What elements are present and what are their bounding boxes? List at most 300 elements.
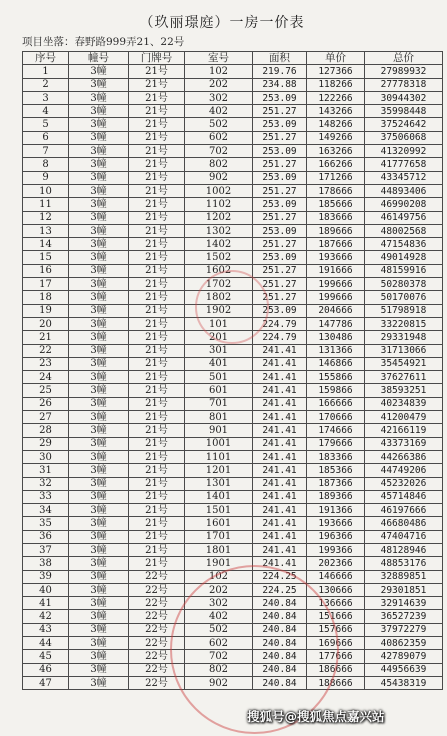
cell-door: 21号 <box>129 278 185 291</box>
cell-unit: 143266 <box>307 105 365 118</box>
cell-door: 22号 <box>129 676 185 689</box>
cell-total: 48128946 <box>365 543 443 556</box>
cell-unit: 188666 <box>307 676 365 689</box>
cell-total: 33220815 <box>365 317 443 330</box>
cell-door: 22号 <box>129 597 185 610</box>
cell-door: 21号 <box>129 158 185 171</box>
cell-room: 1402 <box>185 238 253 251</box>
cell-door: 21号 <box>129 145 185 158</box>
cell-area: 241.41 <box>253 450 307 463</box>
cell-total: 47154836 <box>365 238 443 251</box>
cell-room: 702 <box>185 145 253 158</box>
cell-door: 21号 <box>129 530 185 543</box>
cell-door: 21号 <box>129 78 185 91</box>
cell-total: 40234839 <box>365 397 443 410</box>
cell-unit: 159866 <box>307 384 365 397</box>
cell-door: 21号 <box>129 251 185 264</box>
table-row <box>23 583 443 596</box>
cell-unit: 166666 <box>307 397 365 410</box>
cell-total: 31713066 <box>365 344 443 357</box>
cell-room: 501 <box>185 371 253 384</box>
cell-room: 802 <box>185 158 253 171</box>
cell-room: 702 <box>185 650 253 663</box>
cell-seq: 2 <box>23 78 69 91</box>
cell-seq: 47 <box>23 676 69 689</box>
cell-seq: 34 <box>23 504 69 517</box>
cell-total: 41200479 <box>365 411 443 424</box>
cell-seq: 33 <box>23 490 69 503</box>
cell-area: 224.79 <box>253 331 307 344</box>
table-row <box>23 477 443 490</box>
cell-area: 251.27 <box>253 278 307 291</box>
table-row <box>23 371 443 384</box>
cell-seq: 38 <box>23 557 69 570</box>
cell-building: 3幢 <box>69 105 129 118</box>
cell-room: 1401 <box>185 490 253 503</box>
cell-total: 27778318 <box>365 78 443 91</box>
cell-unit: 191666 <box>307 264 365 277</box>
cell-seq: 8 <box>23 158 69 171</box>
cell-room: 302 <box>185 91 253 104</box>
cell-room: 201 <box>185 331 253 344</box>
cell-door: 22号 <box>129 623 185 636</box>
cell-room: 502 <box>185 623 253 636</box>
table-row <box>23 650 443 663</box>
cell-total: 41320992 <box>365 145 443 158</box>
cell-seq: 6 <box>23 131 69 144</box>
cell-unit: 174666 <box>307 424 365 437</box>
cell-door: 22号 <box>129 637 185 650</box>
cell-unit: 131366 <box>307 344 365 357</box>
cell-area: 241.41 <box>253 357 307 370</box>
cell-area: 253.09 <box>253 251 307 264</box>
table-row <box>23 504 443 517</box>
cell-building: 3幢 <box>69 477 129 490</box>
cell-door: 21号 <box>129 331 185 344</box>
cell-room: 1202 <box>185 211 253 224</box>
header-building: 幢号 <box>69 52 129 65</box>
table-row <box>23 570 443 583</box>
cell-total: 36527239 <box>365 610 443 623</box>
cell-building: 3幢 <box>69 437 129 450</box>
cell-room: 601 <box>185 384 253 397</box>
table-row <box>23 171 443 184</box>
table-row <box>23 623 443 636</box>
cell-door: 21号 <box>129 131 185 144</box>
cell-area: 241.41 <box>253 530 307 543</box>
cell-unit: 187666 <box>307 238 365 251</box>
table-row <box>23 424 443 437</box>
cell-seq: 4 <box>23 105 69 118</box>
cell-area: 224.25 <box>253 570 307 583</box>
cell-room: 202 <box>185 583 253 596</box>
cell-total: 49014928 <box>365 251 443 264</box>
header-seq: 序号 <box>23 52 69 65</box>
cell-total: 47404716 <box>365 530 443 543</box>
table-row <box>23 145 443 158</box>
cell-seq: 41 <box>23 597 69 610</box>
cell-area: 251.27 <box>253 158 307 171</box>
cell-unit: 170666 <box>307 411 365 424</box>
cell-building: 3幢 <box>69 570 129 583</box>
cell-unit: 163266 <box>307 145 365 158</box>
cell-total: 44893406 <box>365 184 443 197</box>
cell-door: 21号 <box>129 264 185 277</box>
table-row <box>23 278 443 291</box>
cell-building: 3幢 <box>69 663 129 676</box>
cell-door: 22号 <box>129 610 185 623</box>
cell-total: 30944302 <box>365 91 443 104</box>
cell-unit: 148266 <box>307 118 365 131</box>
cell-unit: 186666 <box>307 663 365 676</box>
cell-door: 21号 <box>129 424 185 437</box>
cell-room: 1001 <box>185 437 253 450</box>
cell-unit: 127366 <box>307 65 365 78</box>
cell-seq: 21 <box>23 331 69 344</box>
document-title: （玖丽璟庭）一房一价表 <box>139 15 305 31</box>
cell-area: 240.84 <box>253 650 307 663</box>
table-row <box>23 184 443 197</box>
cell-door: 21号 <box>129 317 185 330</box>
cell-seq: 11 <box>23 198 69 211</box>
cell-building: 3幢 <box>69 583 129 596</box>
cell-unit: 171266 <box>307 171 365 184</box>
cell-total: 42789079 <box>365 650 443 663</box>
header-room: 室号 <box>185 52 253 65</box>
cell-total: 45438319 <box>365 676 443 689</box>
cell-area: 253.09 <box>253 118 307 131</box>
table-row <box>23 490 443 503</box>
cell-seq: 14 <box>23 238 69 251</box>
cell-area: 241.41 <box>253 371 307 384</box>
cell-total: 43345712 <box>365 171 443 184</box>
cell-building: 3幢 <box>69 304 129 317</box>
cell-building: 3幢 <box>69 78 129 91</box>
cell-room: 1701 <box>185 530 253 543</box>
cell-building: 3幢 <box>69 450 129 463</box>
cell-seq: 5 <box>23 118 69 131</box>
cell-seq: 20 <box>23 317 69 330</box>
cell-building: 3幢 <box>69 118 129 131</box>
cell-unit: 185666 <box>307 198 365 211</box>
project-location: 项目坐落：春野路999弄21、22号 <box>22 36 185 48</box>
cell-building: 3幢 <box>69 676 129 689</box>
cell-room: 1302 <box>185 224 253 237</box>
cell-total: 50280378 <box>365 278 443 291</box>
cell-building: 3幢 <box>69 211 129 224</box>
cell-area: 253.09 <box>253 304 307 317</box>
table-row <box>23 238 443 251</box>
cell-area: 241.41 <box>253 464 307 477</box>
cell-total: 44749206 <box>365 464 443 477</box>
cell-unit: 169666 <box>307 637 365 650</box>
cell-unit: 199366 <box>307 543 365 556</box>
cell-total: 37506068 <box>365 131 443 144</box>
cell-building: 3幢 <box>69 490 129 503</box>
cell-unit: 193666 <box>307 251 365 264</box>
cell-total: 51798918 <box>365 304 443 317</box>
cell-seq: 46 <box>23 663 69 676</box>
cell-room: 401 <box>185 357 253 370</box>
cell-total: 46197666 <box>365 504 443 517</box>
cell-door: 21号 <box>129 477 185 490</box>
table-row <box>23 517 443 530</box>
cell-seq: 37 <box>23 543 69 556</box>
cell-total: 32889851 <box>365 570 443 583</box>
table-row <box>23 224 443 237</box>
cell-area: 253.09 <box>253 198 307 211</box>
cell-door: 21号 <box>129 517 185 530</box>
cell-building: 3幢 <box>69 424 129 437</box>
cell-building: 3幢 <box>69 131 129 144</box>
cell-total: 45232026 <box>365 477 443 490</box>
table-row <box>23 384 443 397</box>
cell-area: 241.41 <box>253 424 307 437</box>
cell-building: 3幢 <box>69 171 129 184</box>
cell-room: 301 <box>185 344 253 357</box>
cell-room: 1802 <box>185 291 253 304</box>
cell-room: 1602 <box>185 264 253 277</box>
cell-total: 35998448 <box>365 105 443 118</box>
table-row <box>23 344 443 357</box>
cell-building: 3幢 <box>69 543 129 556</box>
cell-seq: 15 <box>23 251 69 264</box>
table-row <box>23 597 443 610</box>
table-row <box>23 331 443 344</box>
cell-door: 21号 <box>129 105 185 118</box>
cell-room: 1002 <box>185 184 253 197</box>
header-total-price: 总价 <box>365 52 443 65</box>
cell-seq: 12 <box>23 211 69 224</box>
cell-seq: 19 <box>23 304 69 317</box>
cell-area: 251.27 <box>253 211 307 224</box>
cell-door: 21号 <box>129 450 185 463</box>
table-row <box>23 304 443 317</box>
table-row <box>23 158 443 171</box>
cell-door: 21号 <box>129 557 185 570</box>
table-row <box>23 78 443 91</box>
cell-building: 3幢 <box>69 264 129 277</box>
cell-area: 219.76 <box>253 65 307 78</box>
cell-room: 102 <box>185 570 253 583</box>
cell-door: 21号 <box>129 411 185 424</box>
cell-building: 3幢 <box>69 610 129 623</box>
cell-seq: 31 <box>23 464 69 477</box>
cell-area: 241.41 <box>253 397 307 410</box>
cell-building: 3幢 <box>69 557 129 570</box>
cell-unit: 130666 <box>307 583 365 596</box>
cell-room: 1101 <box>185 450 253 463</box>
cell-room: 902 <box>185 676 253 689</box>
cell-building: 3幢 <box>69 384 129 397</box>
table-row <box>23 131 443 144</box>
table-row <box>23 464 443 477</box>
cell-area: 224.79 <box>253 317 307 330</box>
cell-total: 50170076 <box>365 291 443 304</box>
cell-unit: 189666 <box>307 224 365 237</box>
cell-total: 42166119 <box>365 424 443 437</box>
cell-room: 1901 <box>185 557 253 570</box>
cell-unit: 146666 <box>307 570 365 583</box>
cell-unit: 179666 <box>307 437 365 450</box>
cell-unit: 155866 <box>307 371 365 384</box>
cell-door: 22号 <box>129 570 185 583</box>
cell-unit: 166266 <box>307 158 365 171</box>
cell-building: 3幢 <box>69 145 129 158</box>
cell-room: 402 <box>185 610 253 623</box>
cell-unit: 185366 <box>307 464 365 477</box>
cell-area: 241.41 <box>253 557 307 570</box>
cell-total: 46680486 <box>365 517 443 530</box>
cell-area: 240.84 <box>253 597 307 610</box>
table-row <box>23 437 443 450</box>
cell-unit: 183366 <box>307 450 365 463</box>
cell-seq: 13 <box>23 224 69 237</box>
cell-seq: 36 <box>23 530 69 543</box>
cell-building: 3幢 <box>69 65 129 78</box>
cell-unit: 122266 <box>307 91 365 104</box>
cell-total: 35454921 <box>365 357 443 370</box>
cell-room: 802 <box>185 663 253 676</box>
cell-door: 21号 <box>129 198 185 211</box>
cell-building: 3幢 <box>69 238 129 251</box>
cell-total: 37972279 <box>365 623 443 636</box>
cell-unit: 136666 <box>307 597 365 610</box>
cell-unit: 130486 <box>307 331 365 344</box>
table-row <box>23 118 443 131</box>
cell-building: 3幢 <box>69 224 129 237</box>
cell-total: 29331948 <box>365 331 443 344</box>
cell-total: 45714846 <box>365 490 443 503</box>
cell-seq: 26 <box>23 397 69 410</box>
cell-door: 21号 <box>129 371 185 384</box>
cell-seq: 28 <box>23 424 69 437</box>
cell-room: 102 <box>185 65 253 78</box>
cell-total: 38593251 <box>365 384 443 397</box>
cell-unit: 146866 <box>307 357 365 370</box>
cell-room: 701 <box>185 397 253 410</box>
cell-area: 241.41 <box>253 411 307 424</box>
cell-area: 251.27 <box>253 184 307 197</box>
cell-area: 240.84 <box>253 623 307 636</box>
cell-total: 41777658 <box>365 158 443 171</box>
cell-building: 3幢 <box>69 278 129 291</box>
cell-building: 3幢 <box>69 637 129 650</box>
cell-building: 3幢 <box>69 251 129 264</box>
cell-area: 224.25 <box>253 583 307 596</box>
cell-area: 241.41 <box>253 517 307 530</box>
cell-room: 1702 <box>185 278 253 291</box>
cell-area: 253.09 <box>253 91 307 104</box>
cell-building: 3幢 <box>69 504 129 517</box>
table-row <box>23 543 443 556</box>
cell-unit: 199666 <box>307 278 365 291</box>
table-row <box>23 291 443 304</box>
cell-total: 44266386 <box>365 450 443 463</box>
cell-unit: 118266 <box>307 78 365 91</box>
cell-room: 901 <box>185 424 253 437</box>
cell-area: 251.27 <box>253 238 307 251</box>
cell-area: 251.27 <box>253 291 307 304</box>
cell-unit: 147786 <box>307 317 365 330</box>
cell-seq: 27 <box>23 411 69 424</box>
cell-door: 21号 <box>129 211 185 224</box>
cell-room: 302 <box>185 597 253 610</box>
table-row <box>23 557 443 570</box>
cell-door: 21号 <box>129 344 185 357</box>
table-row <box>23 450 443 463</box>
cell-building: 3幢 <box>69 464 129 477</box>
cell-seq: 40 <box>23 583 69 596</box>
cell-total: 46149756 <box>365 211 443 224</box>
table-row <box>23 65 443 78</box>
cell-building: 3幢 <box>69 650 129 663</box>
cell-door: 21号 <box>129 543 185 556</box>
cell-unit: 199666 <box>307 291 365 304</box>
table-row <box>23 317 443 330</box>
cell-seq: 32 <box>23 477 69 490</box>
cell-building: 3幢 <box>69 371 129 384</box>
cell-unit: 178666 <box>307 184 365 197</box>
cell-seq: 43 <box>23 623 69 636</box>
cell-seq: 10 <box>23 184 69 197</box>
header-door-number: 门牌号 <box>129 52 185 65</box>
table-row <box>23 357 443 370</box>
cell-seq: 42 <box>23 610 69 623</box>
cell-unit: 187366 <box>307 477 365 490</box>
table-row <box>23 264 443 277</box>
cell-building: 3幢 <box>69 623 129 636</box>
cell-building: 3幢 <box>69 331 129 344</box>
cell-area: 253.09 <box>253 145 307 158</box>
cell-door: 21号 <box>129 504 185 517</box>
cell-door: 21号 <box>129 490 185 503</box>
cell-building: 3幢 <box>69 530 129 543</box>
cell-area: 241.41 <box>253 384 307 397</box>
table-row <box>23 397 443 410</box>
cell-seq: 18 <box>23 291 69 304</box>
cell-door: 21号 <box>129 184 185 197</box>
cell-door: 21号 <box>129 357 185 370</box>
watermark-text: 搜狐号@搜狐焦点嘉兴站 <box>247 709 385 724</box>
cell-area: 251.27 <box>253 264 307 277</box>
cell-area: 241.41 <box>253 490 307 503</box>
cell-seq: 1 <box>23 65 69 78</box>
cell-building: 3幢 <box>69 91 129 104</box>
cell-unit: 189366 <box>307 490 365 503</box>
cell-door: 22号 <box>129 663 185 676</box>
cell-seq: 25 <box>23 384 69 397</box>
cell-room: 1501 <box>185 504 253 517</box>
cell-door: 21号 <box>129 91 185 104</box>
cell-unit: 157666 <box>307 623 365 636</box>
cell-area: 240.84 <box>253 610 307 623</box>
cell-area: 241.41 <box>253 477 307 490</box>
cell-room: 1902 <box>185 304 253 317</box>
cell-area: 241.41 <box>253 437 307 450</box>
table-row <box>23 411 443 424</box>
cell-area: 234.88 <box>253 78 307 91</box>
cell-seq: 17 <box>23 278 69 291</box>
cell-seq: 22 <box>23 344 69 357</box>
cell-building: 3幢 <box>69 184 129 197</box>
cell-room: 202 <box>185 78 253 91</box>
cell-building: 3幢 <box>69 291 129 304</box>
table-row <box>23 530 443 543</box>
header-unit-price: 单价 <box>307 52 365 65</box>
header-area: 面积 <box>253 52 307 65</box>
cell-area: 241.41 <box>253 543 307 556</box>
